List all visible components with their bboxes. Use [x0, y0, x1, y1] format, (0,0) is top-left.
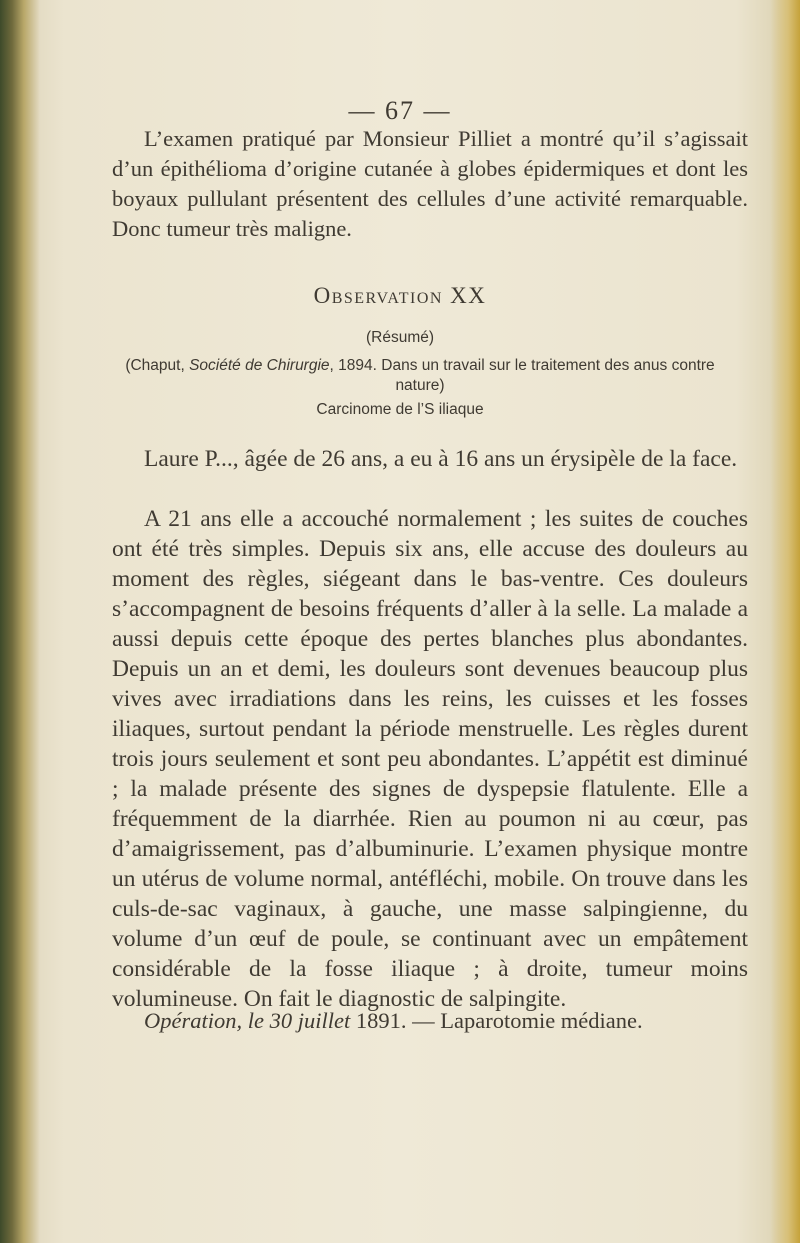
source-pre: (Chaput,	[125, 357, 190, 374]
page-edge-left	[0, 0, 40, 1243]
paragraph-examen: L’examen pratiqué par Monsieur Pilliet a montré qu’il s’agissait d’un épithélioma d’origine cutanée à globes épidermiques et dont les boyaux pullulant présentent des cellules d’une activité remarquable. Donc tumeur très maligne.	[112, 126, 748, 241]
paragraph-operation	[112, 1006, 748, 1036]
observation-heading: Observation XX	[313, 283, 487, 308]
resume-label: (Résumé)	[365, 329, 435, 346]
source-journal: Société de Chirurgie	[189, 357, 330, 374]
paragraph-patient: Laure P..., âgée de 26 ans, a eu à 16 ans un érysipèle de la face.	[144, 446, 738, 472]
page-edge-right	[770, 0, 800, 1243]
source-post: , 1894. Dans un travail sur le traitement des anus contre nature)	[329, 357, 715, 394]
source-citation	[100, 356, 740, 396]
operation-text: 1891. — Laparotomie médiane.	[350, 1008, 643, 1033]
page-number: — 67 —	[348, 96, 452, 125]
subject-line: Carcinome de l’S iliaque	[316, 401, 484, 418]
operation-label: Opération, le 30 juillet	[144, 1008, 351, 1033]
paragraph-history: A 21 ans elle a accouché normalement ; les suites de couches ont été très simples. Depuis six ans, elle accuse des douleurs au moment des règles, siégeant dans le bas-ventre. Ces douleurs s’accompagnent de besoins fréquents d’aller à la selle. La malade a aussi depuis cette époque des pertes blanches plus abondantes. Depuis un an et demi, les douleurs sont devenues beaucoup plus vives avec irradiations dans les reins, les cuisses et les fosses iliaques, surtout pendant la période menstruelle. Les règles durent trois jours seulement et sont peu abondantes. L’appétit est diminué ; la malade présente des signes de dyspepsie flatulente. Elle a fréquemment de la diarrhée. Rien au poumon ni au cœur, pas d’amaigrissement, pas d’albuminurie. L’examen physique montre un utérus de volume normal, antéfléchi, mobile. On trouve dans les culs-de-sac vaginaux, à gauche, une masse salpingienne, du volume d’un œuf de poule, se continuant avec un empâtement considérable de la fosse iliaque ; à droite, tumeur moins volumineuse. On fait le diagnostic de salpingite.	[112, 506, 748, 1012]
